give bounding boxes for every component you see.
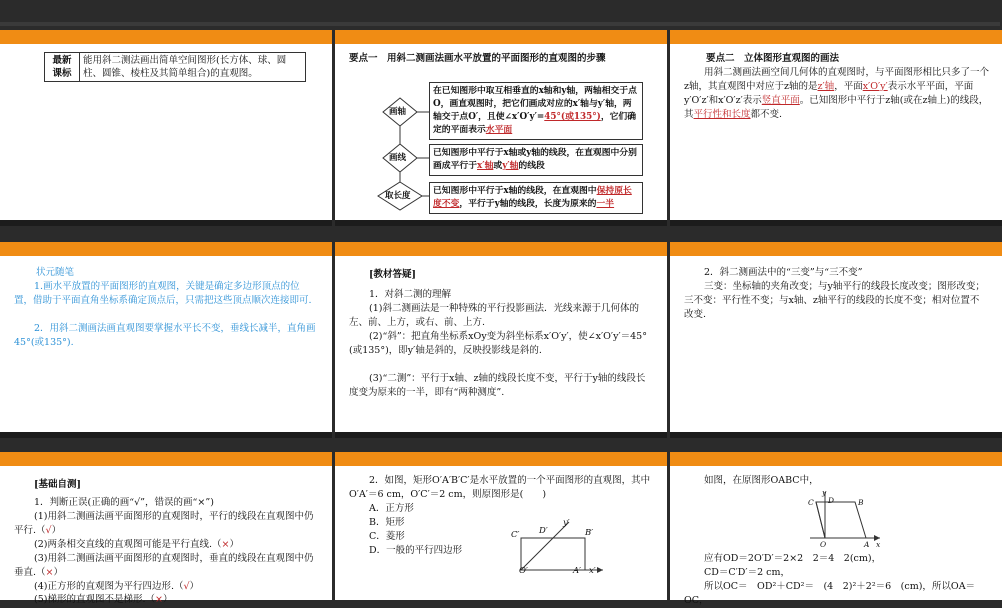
label-x: x′ (589, 566, 596, 576)
rectangle-figure (335, 452, 667, 600)
changes-body: 三变：坐标轴的夹角改变；与y轴平行的线段长度改变；图形改变；三不变：平行性不变；与x轴、z轴平行的线段的长度不变；相对位置不改变. (684, 281, 985, 320)
slide-3[interactable] (670, 30, 1002, 226)
judge-item-4: (4)正方形的直观图为平行四边形.（√） (34, 581, 200, 592)
label-b: B (858, 498, 864, 507)
judge-item-3: (3)用斜二测画法画平面图形的直观图时，垂直的线段在直观图中仍垂直.（×） (14, 553, 314, 578)
step-length-label: 取长度 (385, 191, 411, 201)
judge-item-1: (1)用斜二测画法画平面图形的直观图时，平行的线段在直观图中仍平行.（√） (14, 511, 314, 536)
judge-item-2: (2)两条相交直线的直观图可能是平行直线.（×） (34, 539, 239, 550)
step-length-box: 已知图形中平行于x轴的线段，在直观图中保持原长度不变，平行于y轴的线段，长度为原来的一半 (429, 182, 643, 214)
label-x: x (876, 540, 881, 549)
qa-point-3: (3)“二测”：平行于x轴、z轴的线段长度不变，平行于y轴的线段长度变为原来的一半，即有“两种测度”. (349, 373, 646, 398)
label-c: C (808, 498, 814, 507)
note-point-2: 2．用斜二测画法画直观图要掌握水平长不变，垂线长减半，直角画45°(或135°). (14, 323, 316, 348)
option-c: C．菱形 (369, 531, 405, 542)
top-bar (0, 0, 1000, 26)
label-c: C′ (511, 530, 520, 540)
slide-5[interactable] (335, 242, 667, 438)
judge-question: 1．判断正误(正确的画“√”，错误的画“×”) (34, 497, 214, 508)
judge-item-5: (5)梯形的直观图不是梯形.（×） (34, 594, 173, 605)
option-b: B．矩形 (369, 517, 405, 528)
section-title: 要点二 立体图形直观图的画法 (706, 53, 840, 64)
step-axis-label: 画轴 (389, 107, 407, 117)
note-heading: 状元随笔 (36, 267, 75, 278)
solution-intro: 如图，在原图形OABC中， (704, 475, 819, 486)
changes-heading: 2．斜二测画法中的“三变”与“三不变” (704, 267, 863, 278)
label-o: O (820, 540, 827, 549)
section-body: 用斜二测画法画空间几何体的直观图时，与平面图形相比只多了一个z轴，其直观图中对应于z轴的是z′轴，平面x′O′y′表示水平平面，平面y′O′z′和x′O′z′表示竖直平面。已知图形中平行于z轴(或在z轴上)的线段，其平行性和长度都不变. (684, 67, 990, 120)
self-test-heading: [基础自测] (34, 479, 81, 490)
label-b: B′ (585, 528, 594, 538)
label-o: O′ (519, 566, 528, 576)
label-a: A (864, 540, 870, 549)
qa-point-0: 1．对斜二测的理解 (369, 289, 452, 300)
label-a: A′ (573, 566, 582, 576)
slide-4[interactable] (0, 242, 332, 438)
step-line-label: 画线 (389, 153, 407, 163)
slide-6[interactable] (670, 242, 1002, 438)
label-y: y (822, 488, 827, 497)
option-a: A．正方形 (369, 503, 414, 514)
step-axis-box: 在已知图形中取互相垂直的x轴和y轴，两轴相交于点O，画直观图时，把它们画成对应的x′轴与y′轴，两轴交于点O′，且使∠x′O′y′=45°(或135°)，它们确定的平面表示水平面 (429, 82, 643, 140)
question-2: 2．如图，矩形O′A′B′C′是水平放置的一个平面图形的直观图，其中O′A′＝6 cm，O′C′＝2 cm，则原图形是( ) (349, 475, 651, 500)
solution-line-1: 应有OD＝2O′D′＝2×2 2＝4 2(cm)， (704, 553, 882, 564)
option-d: D．一般的平行四边形 (369, 545, 463, 556)
step-line-box: 已知图形中平行于x轴或y轴的线段，在直观图中分别画成平行于x′轴或y′轴的线段 (429, 144, 643, 176)
slide-9[interactable] (670, 452, 1002, 606)
slide-7[interactable] (0, 452, 332, 605)
standard-table (44, 52, 306, 82)
slide-1[interactable] (0, 30, 332, 226)
label-d: D′ (539, 526, 548, 536)
note-point-1: 1.画水平放置的平面图形的直观图，关键是确定多边形顶点的位置，借助于平面直角坐标系确定顶点后，只需把这些顶点顺次连接即可. (14, 281, 312, 306)
solution-line-3: 所以OC＝ OD²＋CD²＝ (4 2)²＋2²＝6 (cm)，所以OA＝ (704, 581, 976, 592)
solution-line-4: OC， (684, 595, 709, 606)
solution-line-2: CD＝C′D′＝2 cm， (704, 567, 790, 578)
table-header-2: 课标 (52, 68, 72, 79)
section-title: 要点一 用斜二测画法画水平放置的平面图形的直观图的步骤 (349, 53, 606, 64)
slide-8[interactable] (335, 452, 667, 600)
table-content: 能用斜二测法画出简单空间图形(长方体、球、圆柱、圆锥、棱柱及其简单组合)的直观图。 (80, 53, 306, 82)
slide-band (0, 30, 332, 44)
qa-point-1: (1)斜二测画法是一种特殊的平行投影画法．光线来源于几何体的左、前、上方，或右、前、上方. (349, 303, 639, 328)
label-y: y′ (563, 518, 570, 528)
qa-point-2: (2)“斜”：把直角坐标系xOy变为斜坐标系x′O′y′，使∠x′O′y′＝45°(或135°)，即y′轴是斜的，反映投影线是斜的. (349, 331, 647, 356)
table-header-1: 最新 (52, 55, 72, 66)
slide-2[interactable] (335, 30, 667, 226)
label-d: D (828, 496, 835, 505)
qa-heading: [教材答疑] (369, 269, 416, 280)
